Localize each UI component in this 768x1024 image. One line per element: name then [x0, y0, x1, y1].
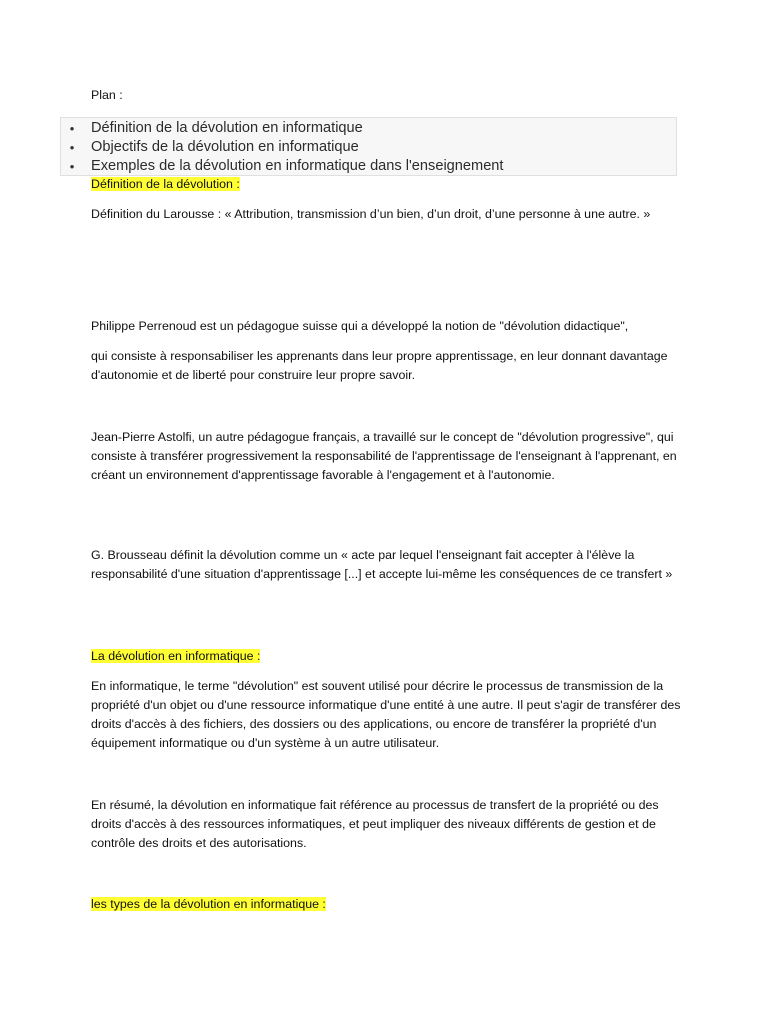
- toc-item[interactable]: [61, 119, 676, 138]
- types-heading-text: les types de la dévolution en informatique :: [91, 897, 326, 911]
- informatique-heading-text: La dévolution en informatique :: [91, 649, 261, 663]
- larousse-definition: Définition du Larousse : « Attribution, transmission d’un bien, d’un droit, d’une personne à une autre. »: [91, 207, 651, 221]
- types-heading: [91, 895, 681, 914]
- toc-item-label: Définition de la dévolution en informatique: [91, 120, 363, 136]
- perrenoud-paragraph-1: Philippe Perrenoud est un pédagogue suisse qui a développé la notion de "dévolution didactique",: [91, 319, 629, 333]
- plan-label: Plan :: [91, 88, 123, 102]
- informatique-paragraph: En informatique, le terme "dévolution" est souvent utilisé pour décrire le processus de transmission de la propriété d'un objet ou d'une ressource informatique d'une entité à une autre. Il peut s'agir de transférer des droits d'accès à des fichiers, des dossiers ou des applications, ou encore de transférer la propriété d'un équipement informatique ou d'un système à un autre utilisateur.: [91, 679, 681, 750]
- toc-item-label: Exemples de la dévolution en informatique dans l'enseignement: [91, 158, 504, 174]
- bullet-icon: •: [69, 159, 75, 174]
- bullet-icon: •: [69, 121, 75, 136]
- brousseau-paragraph: G. Brousseau définit la dévolution comme un « acte par lequel l'enseignant fait accepter à l'élève la responsabilité d'une situation d'apprentissage [...] et accepte lui-même les conséquences de ce transfert »: [91, 548, 673, 581]
- bullet-icon: •: [69, 140, 75, 155]
- toc-item[interactable]: [61, 157, 676, 176]
- informatique-heading: [91, 647, 681, 666]
- definition-heading-text: Définition de la dévolution :: [91, 177, 240, 191]
- table-of-contents: [60, 117, 677, 176]
- definition-heading: [91, 175, 681, 194]
- perrenoud-paragraph-2: qui consiste à responsabiliser les apprenants dans leur propre apprentissage, en leur donnant davantage d'autonomie et de liberté pour construire leur propre savoir.: [91, 349, 668, 382]
- astolfi-paragraph: Jean-Pierre Astolfi, un autre pédagogue français, a travaillé sur le concept de "dévolution progressive", qui consiste à transférer progressivement la responsabilité de l'apprentissage de l'enseignant à l'apprenant, en créant un environnement d'apprentissage favorable à l'engagement et à l'autonomie.: [91, 430, 677, 482]
- toc-item-label: Objectifs de la dévolution en informatique: [91, 139, 359, 155]
- resume-paragraph: En résumé, la dévolution en informatique fait référence au processus de transfert de la propriété ou des droits d'accès à des ressources informatiques, et peut impliquer des niveaux différents de gestion et de contrôle des droits et des autorisations.: [91, 798, 659, 850]
- toc-item[interactable]: [61, 138, 676, 157]
